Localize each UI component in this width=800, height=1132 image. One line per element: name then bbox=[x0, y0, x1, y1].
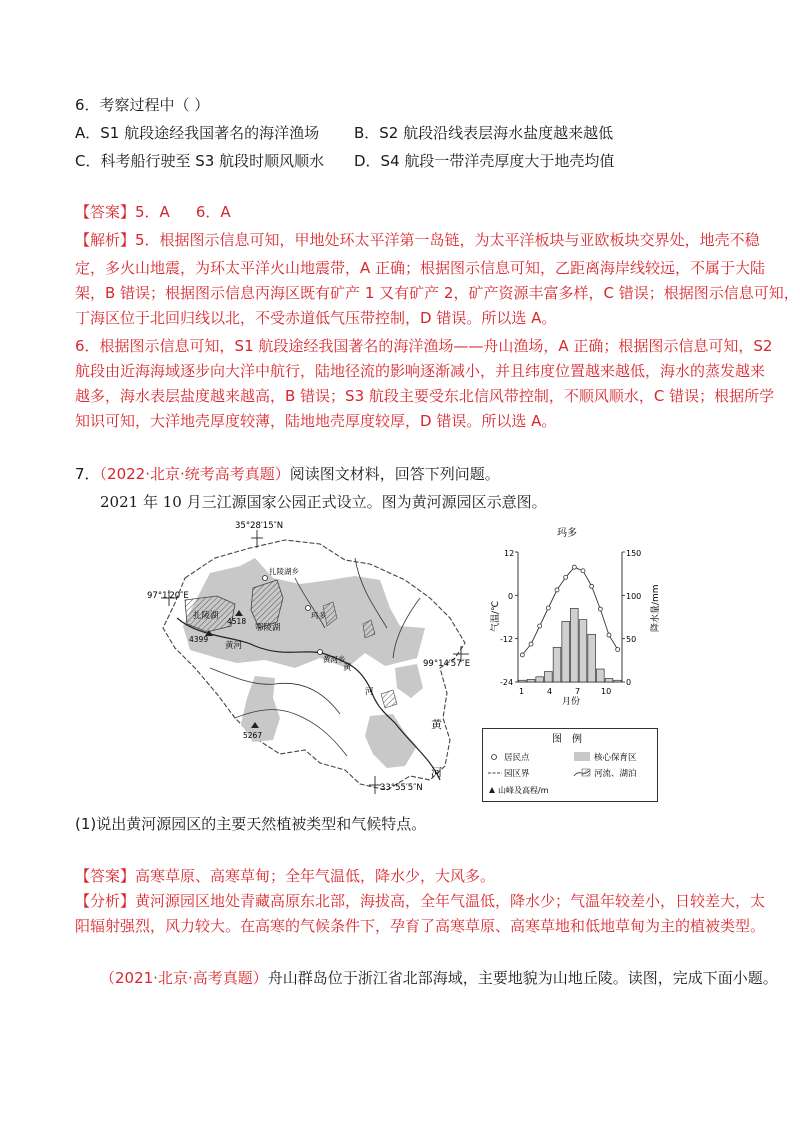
lake-small-3 bbox=[381, 690, 397, 708]
zhaling-town-label: 扎陵湖乡 bbox=[269, 567, 299, 576]
answer-5: 5．A bbox=[135, 203, 170, 221]
legend-peak: 山峰及高程/m bbox=[498, 786, 549, 795]
peak-4399-label: 4399 bbox=[189, 635, 209, 644]
legend-settlement: 居民点 bbox=[504, 753, 530, 763]
analysis-tag: 【解析】 bbox=[75, 231, 136, 249]
temp-point-12 bbox=[616, 648, 620, 652]
y1-tick-n12: -12 bbox=[500, 635, 514, 644]
zhaling-lake-label: 扎陵湖 bbox=[193, 611, 219, 621]
analysis-line-5: 6．根据图示信息可知，S1 航段途经我国著名的海洋渔场——舟山渔场，A 正确；根据图示信息可知，S2 bbox=[75, 337, 773, 355]
eling-lake-label: 鄂陵湖 bbox=[255, 623, 281, 633]
temp-point-3 bbox=[538, 624, 542, 628]
analysis-line-2: 定，多火山地震，为环太平洋火山地震带，A 正确；根据图示信息可知，乙距离海岸线较远，不属于大陆 bbox=[75, 259, 766, 277]
y2-tick-50: 50 bbox=[626, 635, 637, 644]
q7-source: （2022·北京·统考高考真题） bbox=[99, 465, 290, 483]
temp-point-9 bbox=[590, 584, 594, 588]
answer-6: 6．A bbox=[195, 203, 231, 221]
q8-text: 舟山群岛位于浙江省北部海域，主要地貌为山地丘陵。读图，完成下面小题。 bbox=[267, 969, 778, 987]
precip-bar-4 bbox=[545, 672, 553, 682]
analysis-line-4: 丁海区位于北回归线以北，不受赤道低气压带控制，D 错误。所以选 A。 bbox=[75, 309, 557, 327]
precip-bar-11 bbox=[605, 679, 613, 682]
precip-bar-12 bbox=[614, 680, 622, 682]
answer-7-tag: 【答案】 bbox=[75, 867, 136, 885]
answer-7-text: 高寒草原、高寒草甸；全年气温低，降水少，大风多。 bbox=[135, 867, 496, 885]
core-zone-south bbox=[365, 714, 417, 768]
precip-bar-3 bbox=[536, 677, 544, 682]
x-tick-4: 4 bbox=[547, 687, 553, 696]
q6-option-a: A．S1 航段途经我国著名的海洋渔场 bbox=[75, 124, 320, 142]
temperature-curve bbox=[522, 567, 617, 655]
analysis-line-3: 架，B 错误；根据图示信息丙海区既有矿产 1 又有矿产 2，矿产资源丰富多样，C 错误；根据图示信息可知， bbox=[75, 284, 799, 302]
char-huang-1: 黄 bbox=[343, 663, 352, 673]
temp-point-10 bbox=[598, 607, 602, 611]
chart-frame bbox=[515, 552, 625, 682]
y2-tick-150: 150 bbox=[626, 549, 642, 558]
char-huang-2: 黄 bbox=[431, 718, 442, 731]
temperature-line bbox=[520, 565, 619, 657]
peak-4518-label: 4518 bbox=[227, 617, 247, 626]
legend-core-zone: 核心保育区 bbox=[594, 753, 637, 763]
lat-bottom-label: 33°55′5″N bbox=[380, 783, 423, 793]
temp-point-8 bbox=[581, 569, 585, 573]
char-he-1: 河 bbox=[365, 687, 374, 697]
precipitation-bars bbox=[519, 608, 622, 682]
y1-tick-n24: -24 bbox=[500, 678, 514, 687]
q6-option-b: B．S2 航段沿线表层海水盐度越来越低 bbox=[354, 124, 614, 142]
legend-title: 图 例 bbox=[552, 734, 582, 745]
huanghe-source-map bbox=[147, 518, 475, 803]
huanghe-label: 黄河 bbox=[225, 641, 243, 651]
y1-axis-label: 气温/℃ bbox=[491, 600, 501, 632]
analysis-7-line-2: 阳辐射强烈，风力较大。在高寒的气候条件下，孕育了高寒草原、高寒草地和低地草甸为主的植被类型。 bbox=[75, 917, 766, 935]
x-tick-1: 1 bbox=[519, 687, 525, 696]
x-tick-7: 7 bbox=[575, 687, 581, 696]
answer-tag: 【答案】 bbox=[75, 203, 136, 221]
temp-point-11 bbox=[607, 633, 611, 637]
peak-5267-label: 5267 bbox=[243, 731, 263, 740]
char-he-2: 河 bbox=[431, 766, 442, 779]
precip-bar-2 bbox=[527, 679, 535, 682]
y1-tick-0: 0 bbox=[508, 592, 514, 601]
temp-point-2 bbox=[529, 642, 533, 646]
map-legend bbox=[482, 728, 658, 802]
legend-river-lake: 河流、湖泊 bbox=[594, 769, 637, 779]
y2-tick-0: 0 bbox=[626, 678, 632, 687]
maduo-climate-chart bbox=[480, 522, 660, 707]
y1-tick-12: 12 bbox=[504, 549, 515, 558]
x-tick-10: 10 bbox=[601, 687, 612, 696]
lon-right-label: 99°14′57″E bbox=[423, 659, 471, 669]
core-zone-southeast bbox=[395, 664, 423, 698]
analysis-line-1: 【解析】5．根据图示信息可知，甲地处环太平洋第一岛链，为太平洋板块与亚欧板块交界处，地壳不稳 bbox=[75, 231, 760, 249]
y2-tick-100: 100 bbox=[626, 592, 642, 601]
q7-material: 2021 年 10 月三江源国家公园正式设立。图为黄河源园区示意图。 bbox=[100, 493, 547, 511]
climate-station-title: 玛多 bbox=[557, 528, 577, 539]
q6-stem: 6．考察过程中（ ） bbox=[75, 96, 210, 114]
analysis-line-7: 越多，海水表层盐度越来越高，B 错误；S3 航段主要受东北信风带控制，不顺风顺水，C 错误；根据所学 bbox=[75, 387, 775, 405]
analysis-line-6: 航段由近海海域逐步向大洋中航行，陆地径流的影响逐渐减小，并且纬度位置越来越低，海水的蒸发越来 bbox=[75, 362, 766, 380]
huanghe-town-label: 黄河乡 bbox=[323, 655, 346, 664]
precip-bar-8 bbox=[579, 620, 587, 682]
legend-boundary: 园区界 bbox=[504, 769, 530, 779]
settlement-huanghe bbox=[318, 650, 323, 655]
y2-axis-label: 降水量/mm bbox=[651, 584, 661, 632]
answer-7 bbox=[75, 865, 495, 887]
precip-bar-1 bbox=[519, 680, 527, 682]
settlement-maduo bbox=[306, 606, 311, 611]
precip-bar-7 bbox=[571, 608, 579, 682]
q7-sub1: (1)说出黄河源园区的主要天然植被类型和气候特点。 bbox=[75, 815, 427, 833]
maduo-label: 玛多 bbox=[311, 611, 326, 620]
precip-bar-5 bbox=[553, 647, 561, 682]
q7-intro: 阅读图文材料，回答下列问题。 bbox=[289, 465, 500, 483]
q7-number: 7． bbox=[75, 465, 100, 483]
analysis-line-8: 知识可知，大洋地壳厚度较薄，陆地地壳厚度较厚，D 错误。所以选 A。 bbox=[75, 412, 557, 430]
temp-point-7 bbox=[572, 565, 576, 569]
lon-left-label: 97°1′20″E bbox=[147, 591, 189, 601]
coord-marker-top bbox=[251, 530, 263, 548]
settlement-zhaling bbox=[263, 576, 268, 581]
precip-bar-10 bbox=[597, 669, 605, 682]
q8-source: （2021·北京·高考真题） bbox=[100, 969, 268, 987]
q8-intro bbox=[100, 967, 778, 989]
x-axis-label: 月份 bbox=[562, 697, 581, 707]
analysis-7-line-1: 【分析】黄河源园区地处青藏高原东北部，海拔高，全年气温低，降水少；气温年较差小，日较差大，太 bbox=[75, 892, 766, 910]
answer-line-1 bbox=[75, 201, 231, 223]
precip-bar-6 bbox=[562, 621, 570, 682]
temp-point-5 bbox=[555, 588, 559, 592]
lat-top-label: 35°28′15″N bbox=[235, 521, 284, 531]
analysis-7-tag: 【分析】 bbox=[75, 892, 136, 910]
q6-option-d: D．S4 航段一带洋壳厚度大于地壳均值 bbox=[354, 152, 615, 170]
q7-header bbox=[75, 463, 500, 485]
temp-point-4 bbox=[546, 606, 550, 610]
temp-point-1 bbox=[520, 653, 524, 657]
q6-option-c: C．科考船行驶至 S3 航段时顺风顺水 bbox=[75, 152, 325, 170]
precip-bar-9 bbox=[588, 634, 596, 682]
temp-point-6 bbox=[564, 575, 568, 579]
